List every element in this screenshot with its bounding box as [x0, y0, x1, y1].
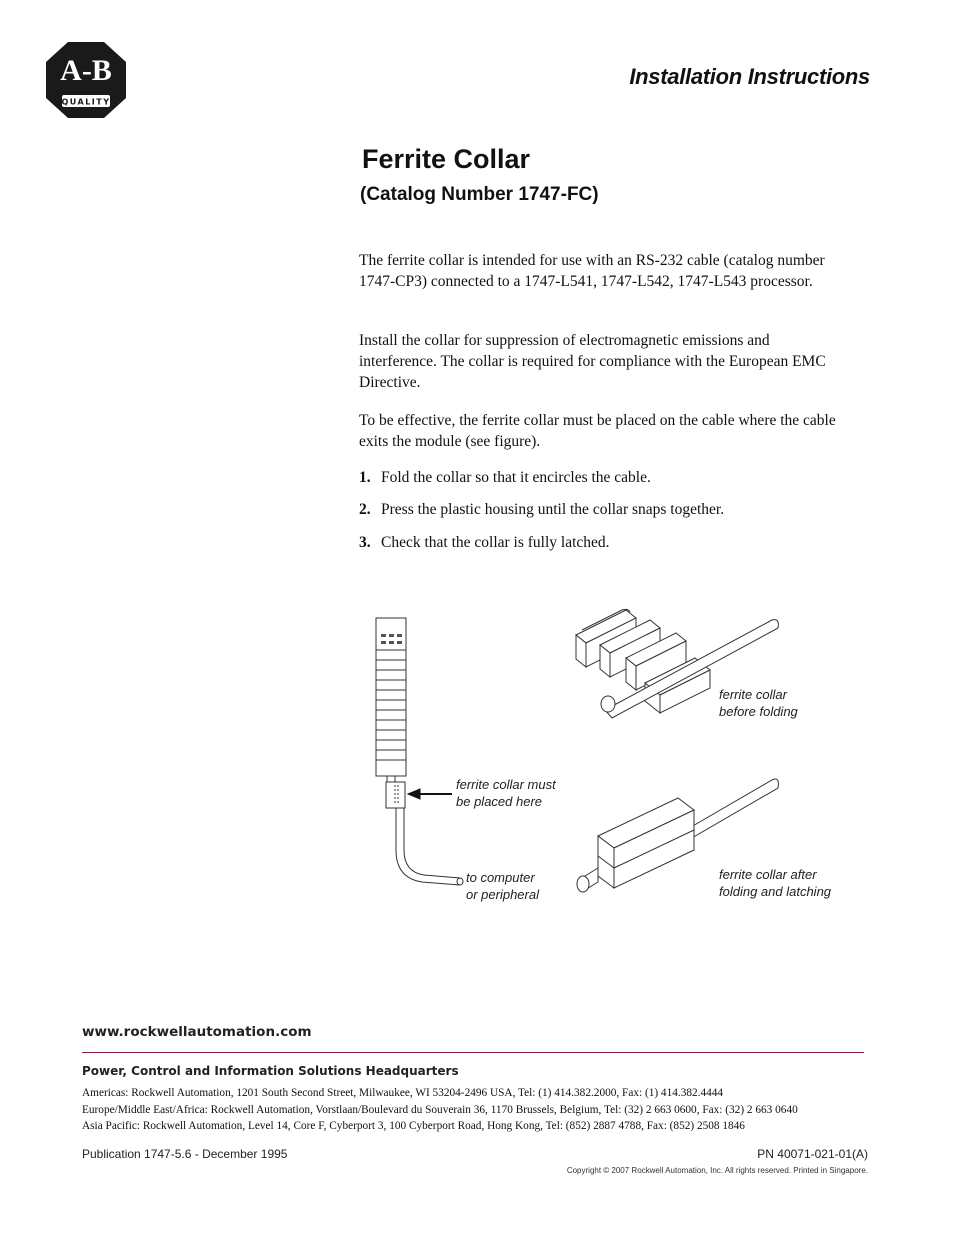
step-text: Fold the collar so that it encircles the cable. [381, 469, 651, 486]
caption-line: ferrite collar must [456, 777, 556, 792]
address-emea: Europe/Middle East/Africa: Rockwell Automation, Vorstlaan/Boulevard du Souverain 36, 1170 Brussels, Belgium, Tel: (32) 2 663 0600, Fax: (32) 2 663 0640 [82, 1104, 798, 1116]
footer-divider [82, 1052, 864, 1053]
caption-computer [466, 869, 539, 903]
step-item [359, 534, 610, 552]
step-number: 1. [359, 469, 371, 486]
ab-quality-logo [46, 42, 126, 118]
website-link[interactable]: www.rockwellautomation.com [82, 1024, 312, 1040]
step-number: 3. [359, 534, 371, 551]
paragraph-placement: To be effective, the ferrite collar must be placed on the cable where the cable exits the module (see figure). [359, 412, 836, 450]
document-type: Installation Instructions [629, 64, 870, 89]
paragraph-intro: The ferrite collar is intended for use with an RS-232 cable (catalog number 1747-CP3) connected to a 1747-L541, 1747-L542, 1747-L543 processor. [359, 252, 825, 290]
address-americas: Americas: Rockwell Automation, 1201 South Second Street, Milwaukee, WI 53204-2496 USA, Tel: (1) 414.382.2000, Fax: (1) 414.382.4444 [82, 1087, 724, 1099]
hq-title: Power, Control and Information Solutions Headquarters [82, 1064, 459, 1078]
caption-line: to computer [466, 870, 535, 885]
step-item [359, 469, 651, 487]
part-number: PN 40071-021-01(A) [757, 1147, 868, 1161]
catalog-number: (Catalog Number 1747-FC) [360, 184, 599, 205]
installation-figure [360, 600, 860, 910]
cable-illustration [386, 776, 463, 885]
step-text: Press the plastic housing until the collar snaps together. [381, 501, 725, 518]
processor-module-illustration [376, 618, 406, 776]
address-asia-pacific: Asia Pacific: Rockwell Automation, Level 14, Core F, Cyberport 3, 100 Cyberport Road, Hong Kong, Tel: (852) 2887 4788, Fax: (852) 2508 1846 [82, 1120, 745, 1132]
caption-line: be placed here [456, 794, 543, 809]
caption-after-folding [719, 866, 831, 900]
caption-line: or peripheral [466, 887, 539, 902]
arrow-icon [408, 789, 452, 799]
caption-line: ferrite collar after [719, 867, 817, 882]
page-title: Ferrite Collar [362, 144, 531, 174]
caption-line: ferrite collar [719, 687, 787, 702]
caption-line: before folding [719, 704, 798, 719]
copyright: Copyright © 2007 Rockwell Automation, Inc. All rights reserved. Printed in Singapore. [566, 1166, 868, 1175]
caption-line: folding and latching [719, 884, 832, 899]
logo-subtext: QUALITY [61, 97, 111, 107]
step-text: Check that the collar is fully latched. [381, 534, 610, 551]
step-number: 2. [359, 501, 371, 518]
paragraph-install: Install the collar for suppression of electromagnetic emissions and interference. The collar is required for compliance with the European EMC Directive. [359, 332, 826, 391]
publication-info: Publication 1747-5.6 - December 1995 [82, 1147, 288, 1161]
caption-before-folding [719, 686, 798, 720]
logo-text: A-B [60, 54, 112, 87]
step-item [359, 501, 724, 519]
caption-placement [456, 776, 556, 810]
